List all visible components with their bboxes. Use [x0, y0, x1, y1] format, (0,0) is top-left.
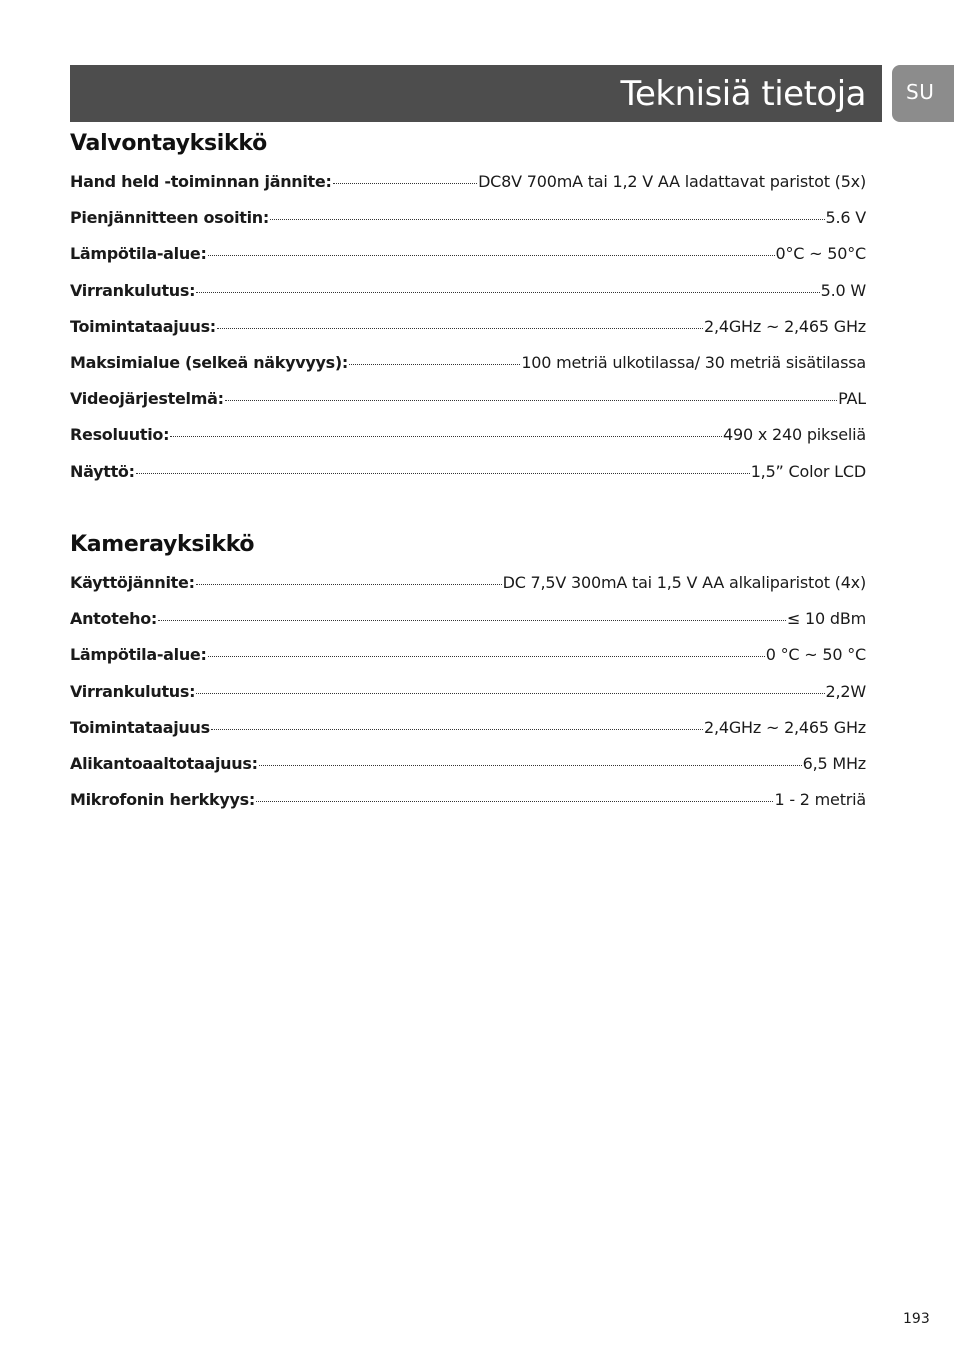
- spec-label: Antoteho:: [70, 609, 157, 629]
- dot-leader: [196, 584, 502, 585]
- dot-leader: [256, 801, 774, 802]
- spec-value: 2,4GHz ~ 2,465 GHz: [704, 316, 866, 336]
- spec-value: 6,5 MHz: [802, 753, 866, 773]
- dot-leader: [136, 473, 750, 474]
- title-bar: [70, 65, 882, 122]
- spec-label: Lämpötila-alue:: [70, 244, 207, 264]
- spec-label: Virrankulutus:: [70, 280, 196, 300]
- dot-leader: [211, 729, 703, 730]
- spec-label: Lämpötila-alue:: [70, 645, 207, 665]
- dot-leader: [225, 400, 837, 401]
- dot-leader: [217, 328, 703, 329]
- section-heading: Valvontayksikkö: [70, 131, 267, 156]
- dot-leader: [196, 693, 824, 694]
- section-camera-unit: [70, 532, 866, 825]
- page-title: Teknisiä tietoja: [620, 74, 866, 114]
- spec-row: [70, 572, 866, 608]
- spec-value: 1 - 2 metriä: [774, 790, 866, 810]
- spec-label: Näyttö:: [70, 461, 135, 481]
- spec-value: 2,4GHz ~ 2,465 GHz: [704, 717, 866, 737]
- spec-row: [70, 717, 866, 753]
- spec-row: [70, 753, 866, 789]
- spec-row: [70, 461, 866, 497]
- spec-label: Maksimialue (selkeä näkyvyys):: [70, 352, 349, 372]
- spec-label: Virrankulutus:: [70, 681, 196, 701]
- spec-row: [70, 171, 866, 207]
- language-tab: [892, 65, 954, 122]
- spec-value: 5.6 V: [825, 208, 866, 228]
- spec-label: Mikrofonin herkkyys:: [70, 790, 255, 810]
- dot-leader: [259, 765, 802, 766]
- spec-value: 0 °C ~ 50 °C: [765, 645, 866, 665]
- section-monitor-unit: [70, 131, 866, 497]
- spec-label: Resoluutio:: [70, 425, 170, 445]
- spec-value: PAL: [838, 389, 866, 409]
- spec-value: DC 7,5V 300mA tai 1,5 V AA alkaliparistot (4x): [502, 573, 866, 592]
- spec-label: Pienjännitteen osoitin:: [70, 208, 269, 228]
- spec-row: [70, 316, 866, 352]
- dot-leader: [208, 656, 765, 657]
- dot-leader: [196, 292, 819, 293]
- page-number: 193: [903, 1311, 930, 1327]
- spec-row: [70, 789, 866, 825]
- spec-row: [70, 352, 866, 388]
- spec-value: 490 x 240 pikseliä: [723, 425, 866, 445]
- dot-leader: [349, 364, 520, 365]
- spec-label: Toimintataajuus:: [70, 316, 216, 336]
- dot-leader: [333, 183, 478, 184]
- spec-value: ≤ 10 dBm: [786, 609, 866, 629]
- spec-row: [70, 280, 866, 316]
- spec-label: Toimintataajuus: [70, 717, 210, 737]
- spec-row: [70, 681, 866, 717]
- spec-value: 1,5” Color LCD: [750, 461, 866, 481]
- language-tab-label: SU: [906, 80, 935, 104]
- dot-leader: [170, 436, 722, 437]
- dot-leader: [208, 255, 775, 256]
- spec-label: Hand held -toiminnan jännite:: [70, 172, 332, 191]
- spec-row: [70, 388, 866, 424]
- spec-row: [70, 243, 866, 279]
- spec-label: Alikantoaaltotaajuus:: [70, 753, 258, 773]
- dot-leader: [270, 219, 825, 220]
- spec-row: [70, 207, 866, 243]
- spec-value: 5.0 W: [820, 280, 866, 300]
- spec-row: [70, 424, 866, 460]
- spec-value: 0°C ~ 50°C: [775, 244, 866, 264]
- spec-label: Videojärjestelmä:: [70, 389, 224, 409]
- spec-value: DC8V 700mA tai 1,2 V AA ladattavat paristot (5x): [478, 172, 866, 191]
- spec-row: [70, 608, 866, 644]
- spec-value: 2,2W: [825, 681, 866, 701]
- spec-label: Käyttöjännite:: [70, 573, 195, 592]
- spec-value: 100 metriä ulkotilassa/ 30 metriä sisätilassa: [521, 352, 866, 372]
- dot-leader: [158, 620, 786, 621]
- section-heading: Kamerayksikkö: [70, 532, 255, 557]
- spec-row: [70, 644, 866, 680]
